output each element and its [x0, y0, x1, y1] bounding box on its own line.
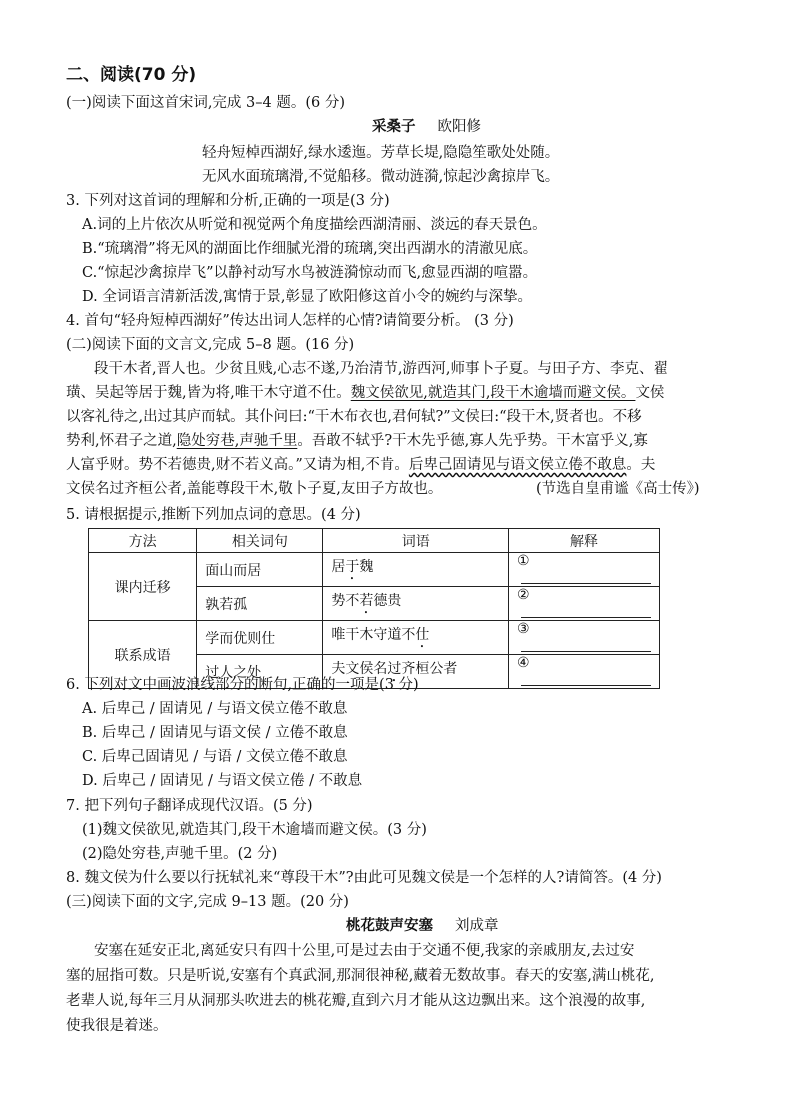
- question-6: 6. 下列对文中画波浪线部分的断句,正确的一项是(3 分): [66, 677, 419, 693]
- passage-text: 璜、吴起等居于魏,皆为将,唯干木守道不仕。: [66, 385, 351, 401]
- q3-option-c: C.“惊起沙禽掠岸飞”以静衬动写水鸟被涟漪惊动而飞,愈显西湖的喧嚣。: [82, 265, 538, 281]
- essay-line-3: 老辈人说,每年三月从洞那头吹进去的桃花瓣,直到六月才能从这边飘出来。这个浪漫的故事,: [66, 993, 646, 1009]
- table-header: 词语: [323, 529, 509, 553]
- passage-line-3: 以客礼待之,出过其庐而轼。其仆问曰:“干木布衣也,君何轼?”文侯曰:“段干木,贤者也。不移: [66, 409, 642, 425]
- question-3: 3. 下列对这首词的理解和分析,正确的一项是(3 分): [66, 193, 390, 209]
- method-cell: 联系成语: [89, 621, 197, 689]
- q3-option-a: A.词的上片依次从听觉和视觉两个角度描绘西湖清丽、淡远的春天景色。: [82, 217, 547, 233]
- q5-table: [88, 528, 660, 689]
- passage-line-5: [66, 454, 655, 476]
- q3-option-b: B.“琉璃滑”将无风的湖面比作细腻光滑的琉璃,突出西湖水的清澈见底。: [82, 241, 538, 257]
- passage-underlined-sentence-2: 隐处穷巷,声驰千里: [176, 433, 298, 449]
- table-header: 相关词句: [197, 529, 323, 553]
- poem-line-2: 无风水面琉璃滑,不觉船移。微动涟漪,惊起沙禽掠岸飞。: [202, 169, 560, 185]
- answer-cell[interactable]: ④: [509, 655, 660, 689]
- q7-item-1: (1)魏文侯欲见,就造其门,段干木逾墙而避文侯。(3 分): [82, 822, 427, 838]
- poem-heading: [372, 116, 481, 138]
- q7-item-2: (2)隐处穷巷,声驰千里。(2 分): [82, 846, 278, 862]
- essay-line-2: 塞的屈指可数。只是听说,安塞有个真武洞,那洞很神秘,藏着无数故事。春天的安塞,满山桃花,: [66, 968, 655, 984]
- poem-title: 采桑子: [372, 119, 416, 135]
- part3-intro: (三)阅读下面的文字,完成 9–13 题。(20 分): [66, 894, 349, 910]
- passage-text: 人富乎财。势不若德贵,财不若义高。”又请为相,不肯。: [66, 457, 409, 473]
- word-cell: 势不若德贵: [323, 587, 509, 621]
- essay-line-1: 安塞在延安正北,离延安只有四十公里,可是过去由于交通不便,我家的亲戚朋友,去过安: [94, 943, 635, 959]
- q3-option-d: D. 全词语言清新活泼,寓情于景,彰显了欧阳修这首小令的婉约与深挚。: [82, 289, 533, 305]
- answer-blank[interactable]: [521, 569, 651, 584]
- related-cell: 孰若孤: [197, 587, 323, 621]
- passage-source: (节选自皇甫谧《高士传》): [536, 481, 700, 497]
- answer-blank[interactable]: [521, 671, 651, 686]
- essay-heading: [346, 915, 499, 937]
- part1-intro: (一)阅读下面这首宋词,完成 3–4 题。(6 分): [66, 95, 345, 111]
- q6-option-c: C. 后卑己固请见 / 与语 / 文侯立倦不敢息: [82, 749, 348, 765]
- q6-option-d: D. 后卑己 / 固请见 / 与语文侯立倦 / 不敢息: [82, 773, 363, 789]
- question-5: 5. 请根据提示,推断下列加点词的意思。(4 分): [66, 507, 361, 523]
- passage-wavy-segment: 后卑己固请见与语文侯立倦不敢息: [408, 457, 627, 473]
- related-cell: 过人之处: [197, 655, 323, 689]
- table-header: 方法: [89, 529, 197, 553]
- answer-blank[interactable]: [521, 637, 651, 652]
- passage-text: 文侯: [635, 385, 665, 401]
- answer-cell[interactable]: ②: [509, 587, 660, 621]
- q6-option-b: B. 后卑己 / 固请见与语文侯 / 立倦不敢息: [82, 725, 348, 741]
- answer-blank[interactable]: [521, 603, 651, 618]
- answer-cell[interactable]: ③: [509, 621, 660, 655]
- word-cell: 唯干木守道不仕: [323, 621, 509, 655]
- passage-line-4: [66, 430, 648, 452]
- section-title: 二、阅读(70 分): [66, 65, 197, 85]
- passage-line-2: [66, 382, 664, 404]
- related-cell: 面山而居: [197, 553, 323, 587]
- essay-title: 桃花鼓声安塞: [346, 918, 433, 934]
- word-cell: 夫文侯名过齐桓公者: [323, 655, 509, 689]
- essay-author: 刘成章: [455, 918, 499, 934]
- table-header: 解释: [509, 529, 660, 553]
- question-7: 7. 把下列句子翻译成现代汉语。(5 分): [66, 798, 313, 814]
- poem-author: 欧阳修: [437, 119, 481, 135]
- method-cell: 课内迁移: [89, 553, 197, 621]
- answer-cell[interactable]: ①: [509, 553, 660, 587]
- essay-line-4: 使我很是着迷。: [66, 1018, 168, 1034]
- passage-text: 势利,怀君子之道,: [66, 433, 177, 449]
- passage-text: 。吾敢不轼乎?干木先乎德,寡人先乎势。干木富乎义,寡: [297, 433, 648, 449]
- table-row: [89, 621, 660, 655]
- passage-text: 。夫: [626, 457, 656, 473]
- passage-underlined-sentence-1: 魏文侯欲见,就造其门,段干木逾墙而避文侯。: [350, 385, 636, 401]
- question-8: 8. 魏文侯为什么要以行抚轼礼来“尊段干木”?由此可见魏文侯是一个怎样的人?请简答。(4 分): [66, 870, 662, 886]
- part2-intro: (二)阅读下面的文言文,完成 5–8 题。(16 分): [66, 337, 355, 353]
- question-4: 4. 首句“轻舟短棹西湖好”传达出词人怎样的心情?请简要分析。 (3 分): [66, 313, 514, 329]
- poem-line-1: 轻舟短棹西湖好,绿水逶迤。芳草长堤,隐隐笙歌处处随。: [202, 145, 560, 161]
- table-row: [89, 553, 660, 587]
- passage-line-6: 文侯名过齐桓公者,盖能尊段干木,敬卜子夏,友田子方故也。: [66, 481, 443, 497]
- table-header-row: [89, 529, 660, 553]
- q6-option-a: A. 后卑己 / 固请见 / 与语文侯立倦不敢息: [82, 701, 348, 717]
- passage-line-1: 段干木者,晋人也。少贫且贱,心志不遂,乃治清节,游西河,师事卜子夏。与田子方、李克、翟: [94, 361, 669, 377]
- word-cell: 居于魏: [323, 553, 509, 587]
- related-cell: 学而优则仕: [197, 621, 323, 655]
